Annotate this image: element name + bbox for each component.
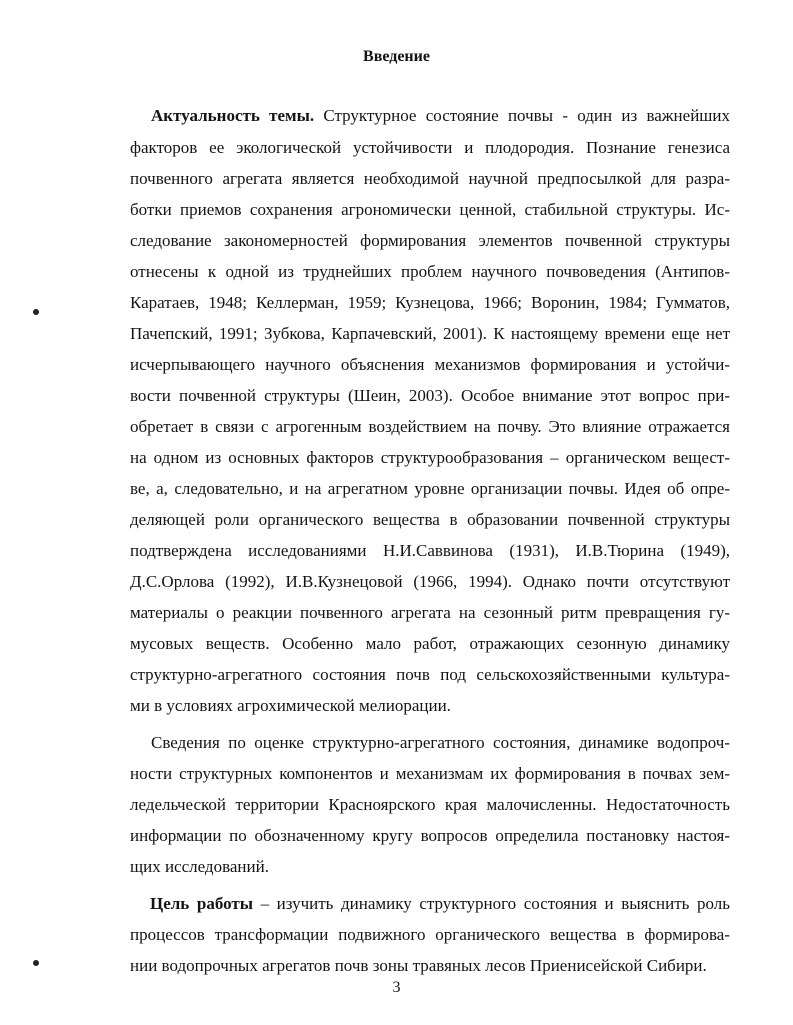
paragraph-1-line-10: вости почвенной структуры (Шеин, 2003). Особое внимание этот вопрос при-	[130, 386, 730, 405]
paragraph-1-line-17: материалы о реакции почвенного агрегата на сезонный ритм превращения гу-	[130, 603, 730, 622]
paragraph-1-line-5: следование закономерностей формирования элементов почвенной структуры	[130, 231, 730, 250]
paragraph-2-line-1: Сведения по оценке структурно-агрегатного состояния, динамике водопроч-	[151, 733, 730, 752]
paragraph-3-line-1	[150, 892, 730, 916]
paragraph-1-line-15: подтверждена исследованиями Н.И.Саввинова (1931), И.В.Тюрина (1949),	[130, 541, 730, 560]
paragraph-2-line-2: ности структурных компонентов и механизмам их формирования в почвах зем-	[130, 764, 730, 783]
paragraph-1-line-9: исчерпывающего научного объяснения механизмов формирования и устойчи-	[130, 355, 730, 374]
paragraph-1-line-3: почвенного агрегата является необходимой научной предпосылкой для разра-	[130, 169, 730, 188]
paragraph-2-line-5: щих исследований.	[130, 857, 269, 876]
paragraph-1-line-1	[151, 104, 730, 128]
paragraph-2-line-4: информации по обозначенному кругу вопросов определила постановку настоя-	[130, 826, 730, 845]
paragraph-1-line-13: ве, а, следовательно, и на агрегатном уровне организации почвы. Идея об опре-	[130, 479, 730, 498]
line-text: Структурное состояние почвы - один из важнейших	[314, 106, 730, 125]
paragraph-1-line-8: Пачепский, 1991; Зубкова, Карпачевский, 2001). К настоящему времени еще нет	[130, 324, 730, 343]
scan-speck	[33, 309, 39, 315]
paragraph-1-line-6: отнесены к одной из труднейших проблем научного почвоведения (Антипов-	[130, 262, 730, 281]
paragraph-3-line-3: нии водопрочных агрегатов почв зоны травяных лесов Приенисейской Сибири.	[130, 956, 707, 975]
paragraph-1-line-4: ботки приемов сохранения агрономически ценной, стабильной структуры. Ис-	[130, 200, 730, 219]
paragraph-1-line-11: обретает в связи с агрогенным воздействием на почву. Это влияние отражается	[130, 417, 730, 436]
paragraph-1-line-12: на одном из основных факторов структурообразования – органическом вещест-	[130, 448, 730, 467]
goal-heading: Цель работы	[150, 894, 253, 913]
paragraph-1-line-18: мусовых веществ. Особенно мало работ, отражающих сезонную динамику	[130, 634, 730, 653]
scan-speck	[33, 960, 39, 966]
paragraph-1-line-14: деляющей роли органического вещества в образовании почвенной структуры	[130, 510, 730, 529]
page-number: 3	[392, 979, 401, 996]
paragraph-1-line-16: Д.С.Орлова (1992), И.В.Кузнецовой (1966, 1994). Однако почти отсутствуют	[130, 572, 730, 591]
relevance-heading: Актуальность темы.	[151, 106, 315, 125]
line-text: – изучить динамику структурного состояния и выяснить роль	[253, 894, 730, 913]
paragraph-1-line-20: ми в условиях агрохимической мелиорации.	[130, 696, 451, 715]
paragraph-1-line-2: факторов ее экологической устойчивости и плодородия. Познание генезиса	[130, 138, 730, 157]
paragraph-1-line-19: структурно-агрегатного состояния почв под сельскохозяйственными культура-	[130, 665, 730, 684]
section-title: Введение	[363, 48, 430, 65]
paragraph-1-line-7: Каратаев, 1948; Келлерман, 1959; Кузнецова, 1966; Воронин, 1984; Гумматов,	[130, 293, 730, 312]
paragraph-3-line-2: процессов трансформации подвижного органического вещества в формирова-	[130, 925, 730, 944]
paragraph-2-line-3: ледельческой территории Красноярского края малочисленны. Недостаточность	[130, 795, 730, 814]
